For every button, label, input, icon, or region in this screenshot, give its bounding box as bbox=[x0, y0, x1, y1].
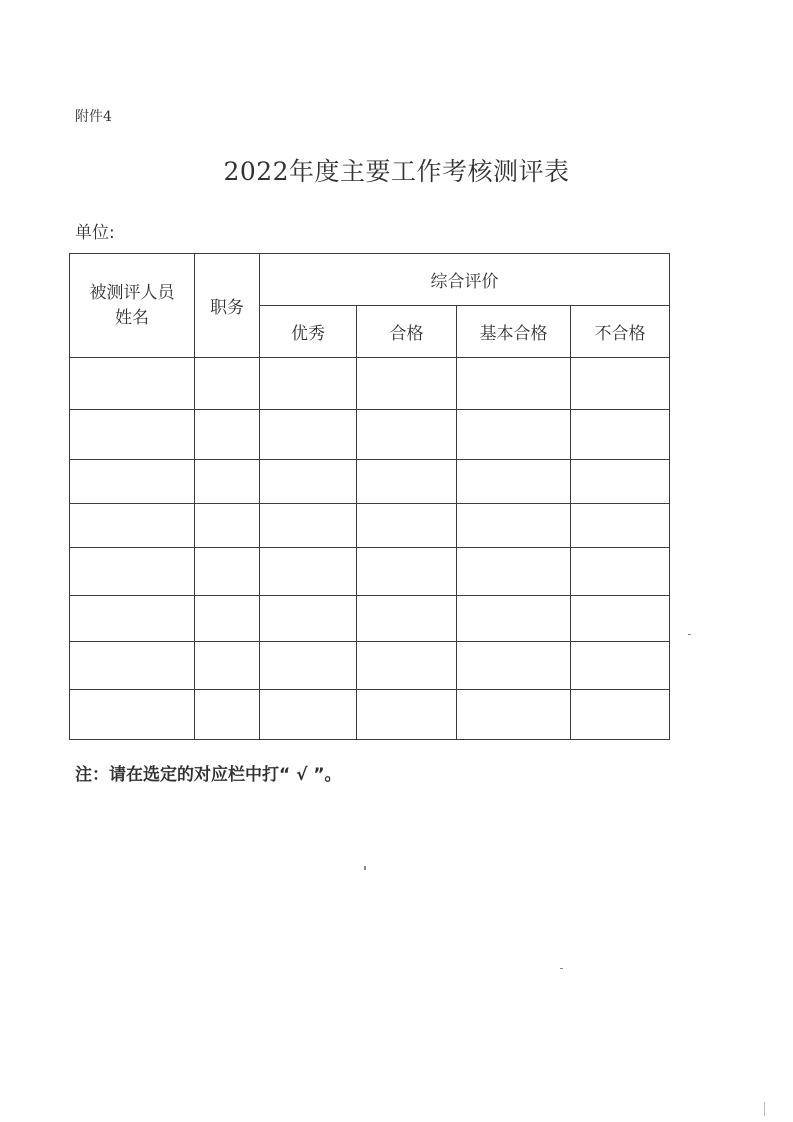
cell-qualified[interactable] bbox=[357, 690, 457, 740]
cell-position[interactable] bbox=[195, 358, 260, 410]
cell-basically-qualified[interactable] bbox=[457, 690, 571, 740]
cell-qualified[interactable] bbox=[357, 596, 457, 642]
cell-position[interactable] bbox=[195, 410, 260, 460]
cell-unqualified[interactable] bbox=[571, 596, 670, 642]
cell-unqualified[interactable] bbox=[571, 642, 670, 690]
header-position: 职务 bbox=[195, 254, 260, 358]
cell-basically-qualified[interactable] bbox=[457, 504, 571, 548]
cell-qualified[interactable] bbox=[357, 504, 457, 548]
header-evaluee-name-line2: 姓名 bbox=[115, 307, 149, 328]
header-rating-unqualified: 不合格 bbox=[571, 306, 670, 358]
cell-evaluee-name[interactable] bbox=[70, 504, 195, 548]
cell-excellent[interactable] bbox=[260, 410, 357, 460]
instruction-note: 注：请在选定的对应栏中打“ √ ”。 bbox=[75, 765, 342, 785]
header-evaluee-name bbox=[70, 254, 195, 358]
cell-basically-qualified[interactable] bbox=[457, 410, 571, 460]
cell-qualified[interactable] bbox=[357, 410, 457, 460]
cell-position[interactable] bbox=[195, 504, 260, 548]
cell-qualified[interactable] bbox=[357, 642, 457, 690]
cell-basically-qualified[interactable] bbox=[457, 358, 571, 410]
header-overall-evaluation: 综合评价 bbox=[260, 254, 670, 306]
scan-speck bbox=[364, 866, 366, 870]
cell-unqualified[interactable] bbox=[571, 548, 670, 596]
table-row bbox=[70, 548, 670, 596]
cell-unqualified[interactable] bbox=[571, 410, 670, 460]
header-rating-qualified: 合格 bbox=[357, 306, 457, 358]
cell-qualified[interactable] bbox=[357, 358, 457, 410]
cell-basically-qualified[interactable] bbox=[457, 596, 571, 642]
table-row bbox=[70, 596, 670, 642]
cell-evaluee-name[interactable] bbox=[70, 460, 195, 504]
scan-speck bbox=[764, 1102, 765, 1116]
cell-excellent[interactable] bbox=[260, 690, 357, 740]
scan-speck bbox=[688, 634, 691, 635]
cell-evaluee-name[interactable] bbox=[70, 690, 195, 740]
cell-basically-qualified[interactable] bbox=[457, 642, 571, 690]
header-evaluee-name-line1: 被测评人员 bbox=[89, 282, 175, 303]
table-row bbox=[70, 642, 670, 690]
cell-position[interactable] bbox=[195, 460, 260, 504]
cell-evaluee-name[interactable] bbox=[70, 642, 195, 690]
cell-evaluee-name[interactable] bbox=[70, 358, 195, 410]
cell-position[interactable] bbox=[195, 690, 260, 740]
cell-evaluee-name[interactable] bbox=[70, 548, 195, 596]
table-row bbox=[70, 460, 670, 504]
cell-evaluee-name[interactable] bbox=[70, 410, 195, 460]
cell-qualified[interactable] bbox=[357, 460, 457, 504]
header-rating-basically-qualified: 基本合格 bbox=[457, 306, 571, 358]
scan-speck bbox=[560, 968, 563, 969]
table-row bbox=[70, 504, 670, 548]
cell-qualified[interactable] bbox=[357, 548, 457, 596]
table-row bbox=[70, 410, 670, 460]
cell-excellent[interactable] bbox=[260, 460, 357, 504]
cell-position[interactable] bbox=[195, 548, 260, 596]
cell-evaluee-name[interactable] bbox=[70, 596, 195, 642]
table-row bbox=[70, 690, 670, 740]
cell-excellent[interactable] bbox=[260, 548, 357, 596]
cell-unqualified[interactable] bbox=[571, 504, 670, 548]
cell-excellent[interactable] bbox=[260, 596, 357, 642]
header-rating-excellent: 优秀 bbox=[260, 306, 357, 358]
cell-unqualified[interactable] bbox=[571, 460, 670, 504]
cell-unqualified[interactable] bbox=[571, 690, 670, 740]
cell-basically-qualified[interactable] bbox=[457, 460, 571, 504]
cell-unqualified[interactable] bbox=[571, 358, 670, 410]
page-title: 2022年度主要工作考核测评表 bbox=[223, 157, 570, 186]
attachment-label: 附件4 bbox=[75, 109, 112, 125]
cell-excellent[interactable] bbox=[260, 358, 357, 410]
table-body bbox=[70, 358, 670, 740]
unit-label: 单位: bbox=[75, 223, 115, 243]
cell-position[interactable] bbox=[195, 596, 260, 642]
table-row bbox=[70, 358, 670, 410]
cell-position[interactable] bbox=[195, 642, 260, 690]
evaluation-table bbox=[69, 253, 670, 740]
cell-basically-qualified[interactable] bbox=[457, 548, 571, 596]
cell-excellent[interactable] bbox=[260, 642, 357, 690]
cell-excellent[interactable] bbox=[260, 504, 357, 548]
